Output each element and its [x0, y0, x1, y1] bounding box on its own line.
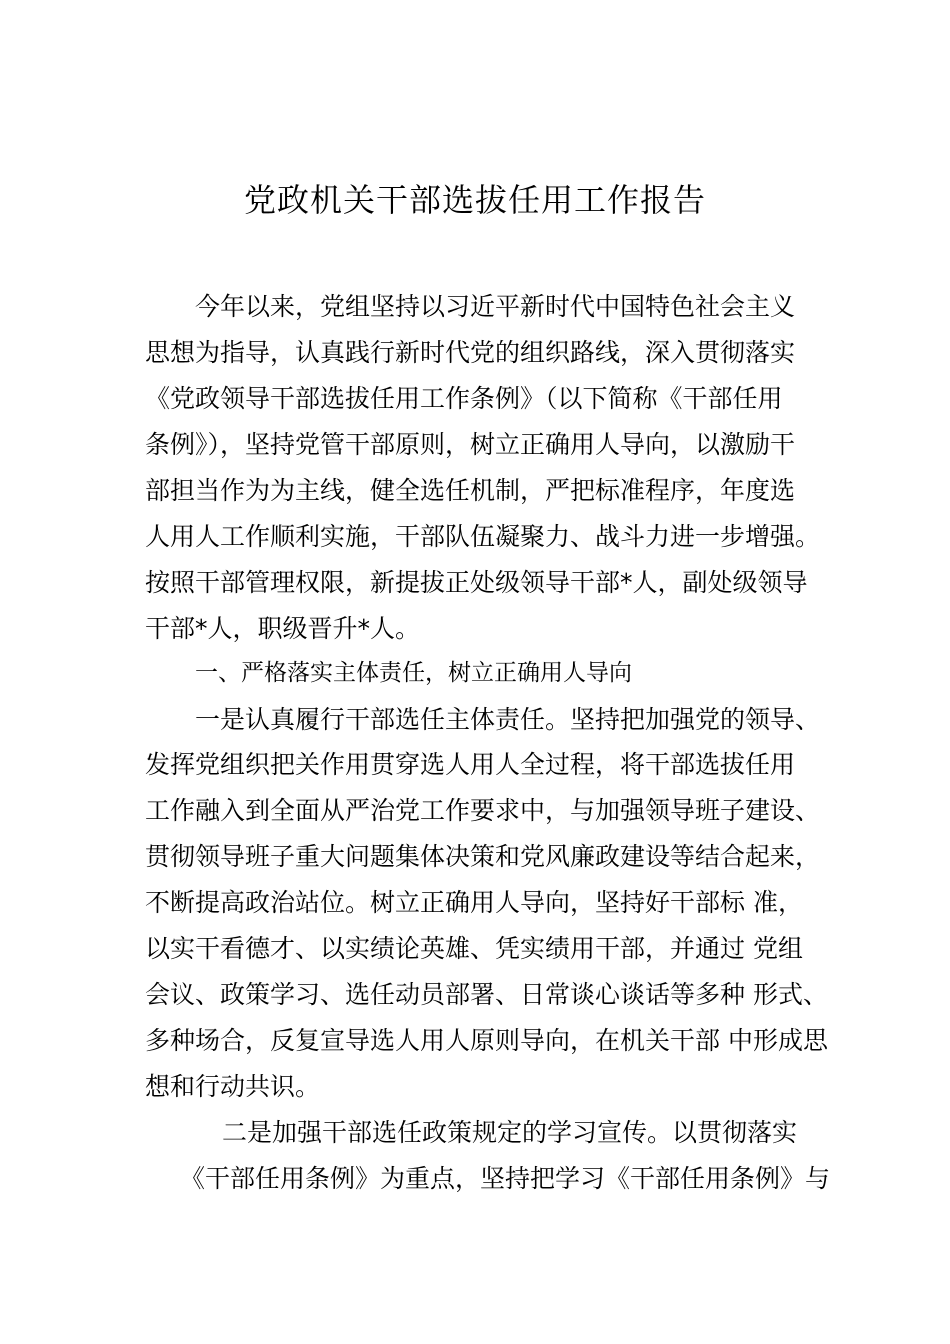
- paragraph-line: 二是加强干部选任政策规定的学习宣传。以贯彻落实: [222, 1118, 798, 1147]
- document-title: 党政机关干部选拔任用工作报告: [243, 181, 706, 219]
- paragraph-line: 贯彻领导班子重大问题集体决策和党风廉政建设等结合起来，: [145, 842, 821, 871]
- section-heading: 一、严格落实主体责任，树立正确用人导向: [195, 660, 632, 686]
- paragraph-line: 多种场合，反复宣导选人用人原则导向，在机关干部 中形成思: [145, 1026, 828, 1055]
- paragraph-line: 会议、政策学习、选任动员部署、日常谈心谈话等多种 形式、: [145, 980, 828, 1009]
- paragraph-line: 按照干部管理权限，新提拔正处级领导干部*人，副处级领导: [145, 568, 808, 597]
- paragraph-line: 《干部任用条例》为重点，坚持把学习《干部任用条例》与: [180, 1164, 831, 1193]
- paragraph-line: 发挥党组织把关作用贯穿选人用人全过程，将干部选拔任用: [145, 750, 796, 779]
- paragraph-line: 部担当作为为主线，健全选任机制，严把标准程序，年度选: [145, 476, 796, 505]
- paragraph-line: 《党政领导干部选拔任用工作条例》（以下简称《干部任用: [145, 384, 783, 413]
- paragraph-line: 条例》），坚持党管干部原则，树立正确用人导向，以激励干: [145, 430, 796, 459]
- paragraph-line: 不断提高政治站位。树立正确用人导向，坚持好干部标 准，: [145, 888, 803, 917]
- paragraph-line: 工作融入到全面从严治党工作要求中，与加强领导班子建设、: [145, 796, 821, 825]
- paragraph-line: 人用人工作顺利实施，干部队伍凝聚力、战斗力进一步增强。: [145, 522, 821, 551]
- paragraph-line: 一是认真履行干部选任主体责任。坚持把加强党的领导、: [195, 705, 821, 734]
- paragraph-line: 干部*人，职级晋升*人。: [145, 614, 421, 643]
- paragraph-line: 今年以来，党组坚持以习近平新时代中国特色社会主义: [195, 292, 796, 321]
- paragraph-line: 以实干看德才、以实绩论英雄、凭实绩用干部，并通过 党组: [145, 934, 803, 963]
- paragraph-line: 想和行动共识。: [145, 1072, 321, 1101]
- paragraph-line: 思想为指导，认真践行新时代党的组织路线，深入贯彻落实: [145, 338, 796, 367]
